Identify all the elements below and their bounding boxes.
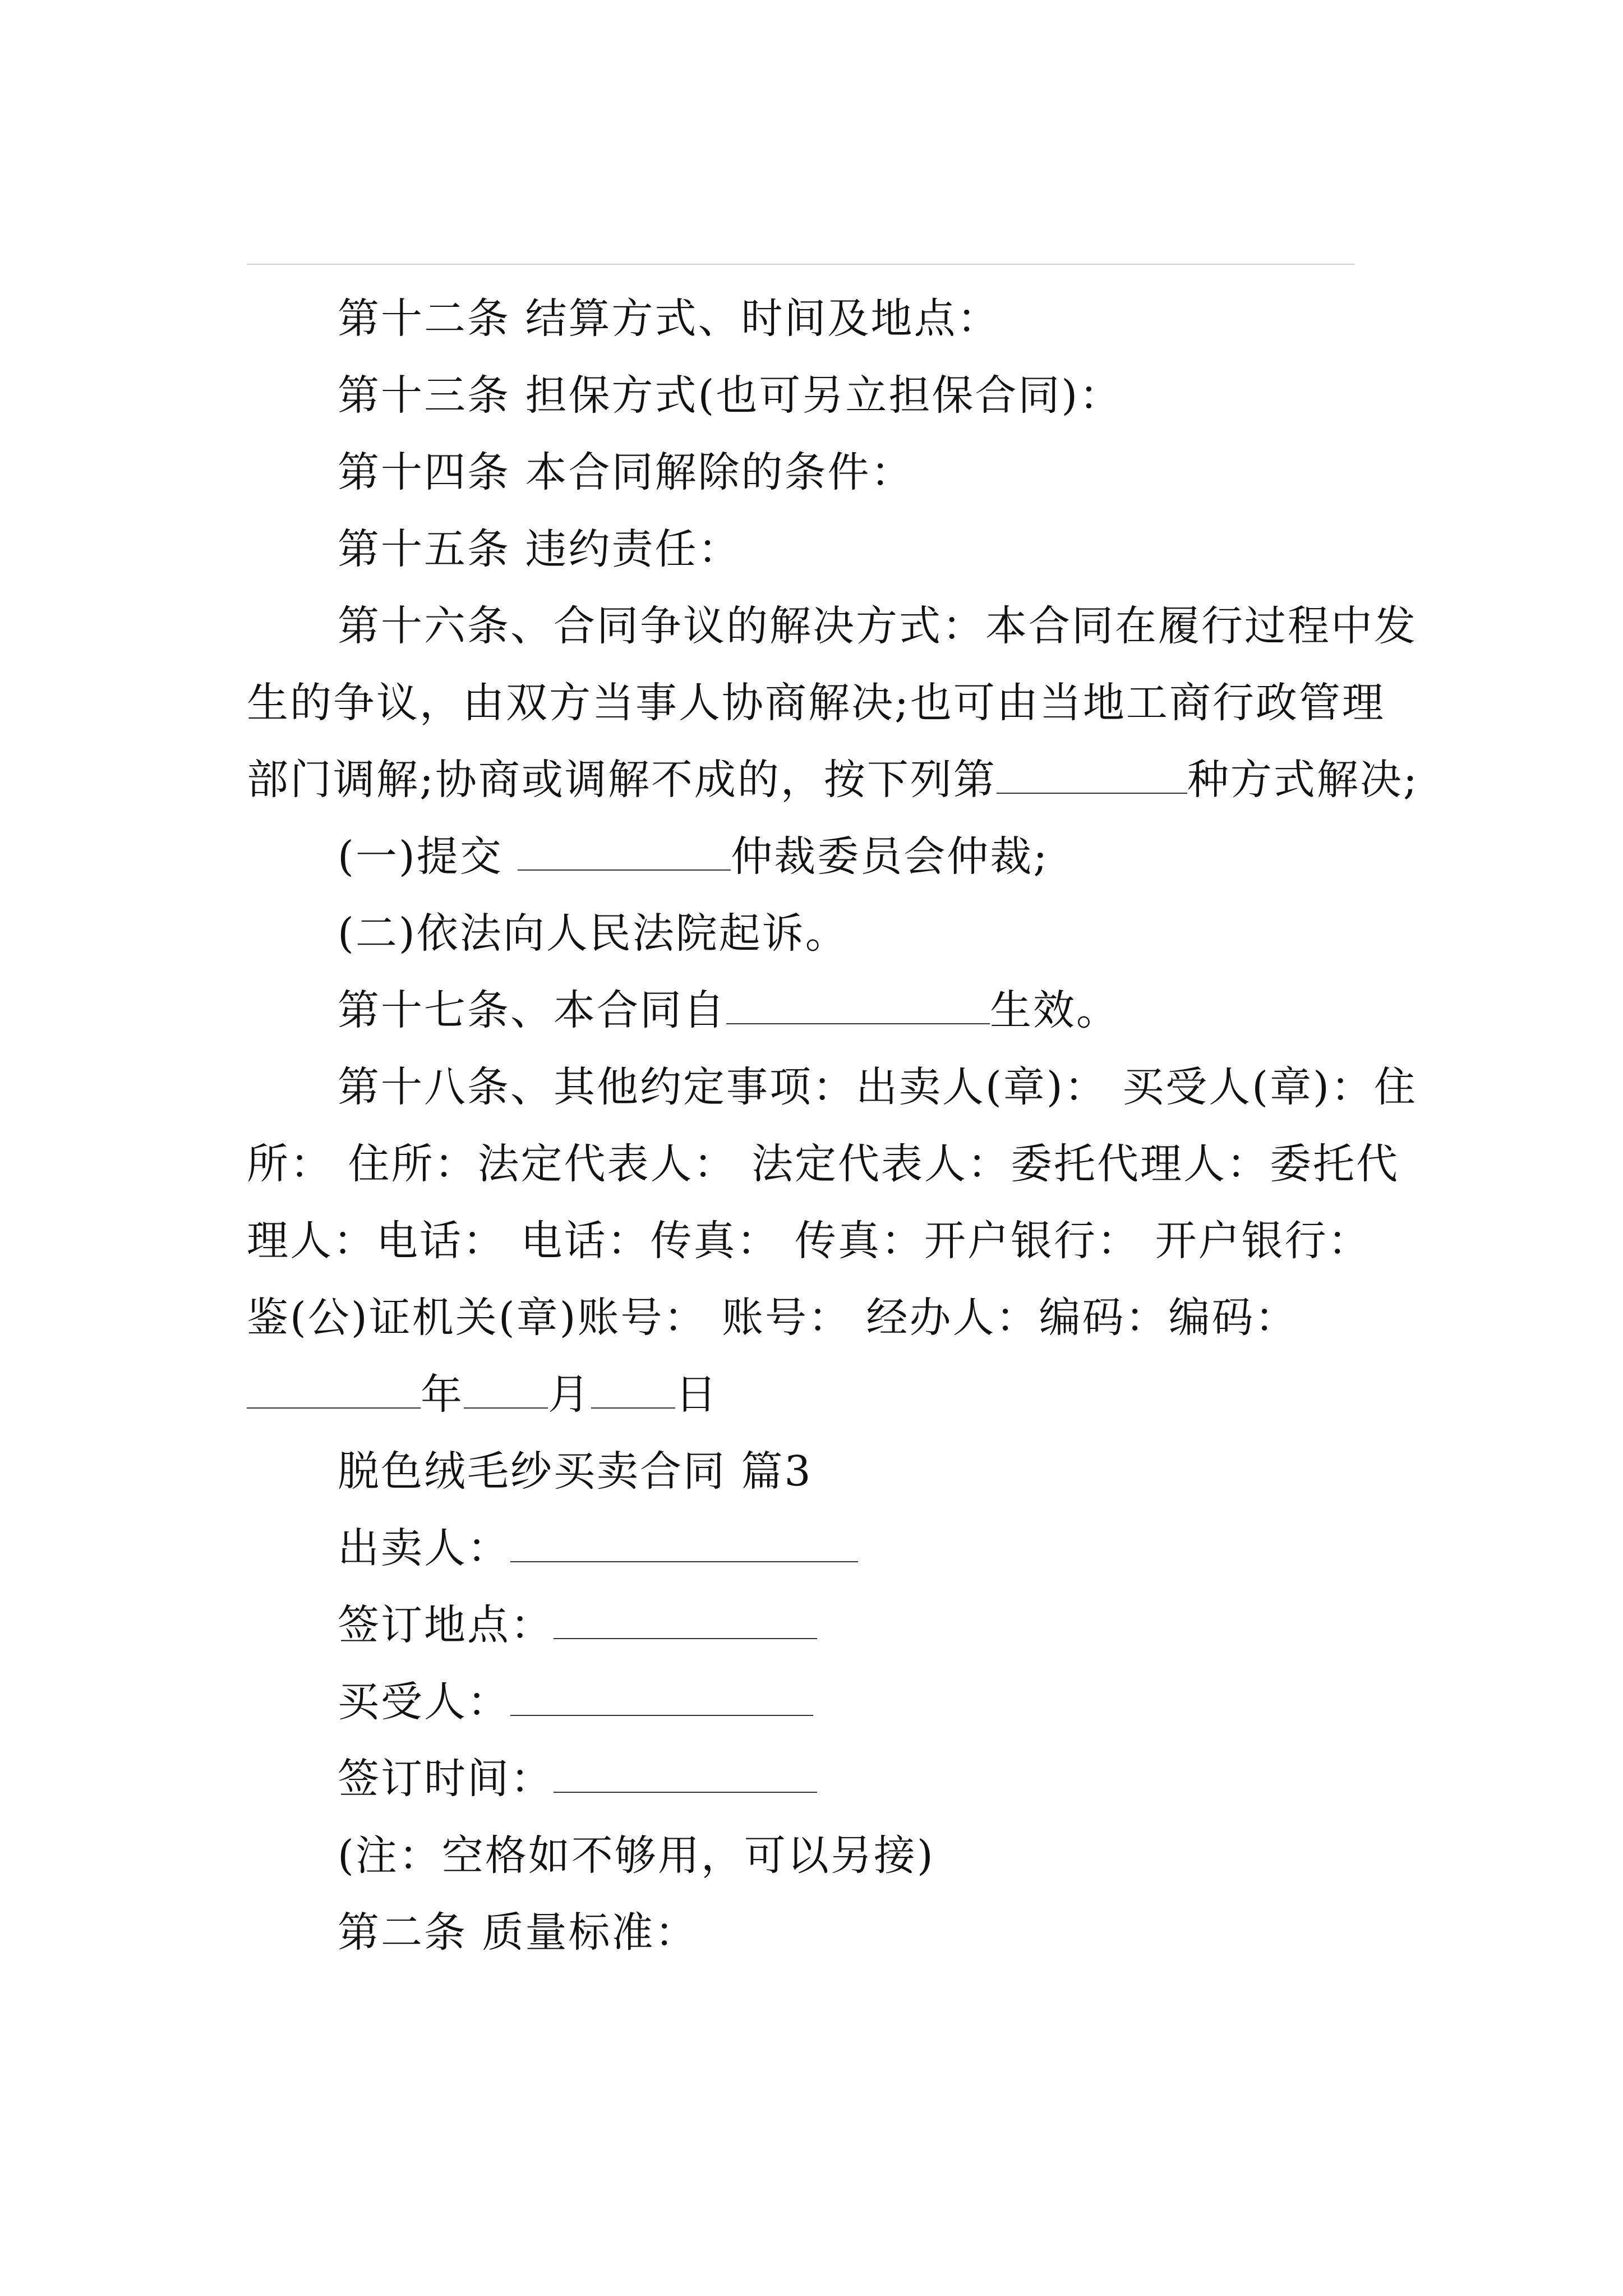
option-1-label: (一)提交	[338, 832, 518, 881]
article-12: 第十二条 结算方式、时间及地点：	[338, 295, 1000, 343]
article-18-text: 第十八条、其他约定事项：出卖人(章)： 买受人(章)：住所： 住所：法定代表人： 法定代表人：委托代理人：委托代理人：电话： 电话：传真： 传真：开户银行： 开户银行： 鉴(公)证机关(章)账号： 账号： 经办人：编码：编码：	[247, 1063, 1418, 1342]
article-18	[247, 1049, 1419, 1433]
day-blank	[591, 1368, 675, 1409]
article-15: 第十五条 违约责任：	[338, 525, 741, 573]
option-1-tail: 仲裁委员会仲裁;	[731, 832, 1049, 881]
article-16-tail: 种方式解决;	[1187, 756, 1419, 804]
article-16-text: 第十六条、合同争议的解决方式：本合同在履行过程中发生的争议，由双方当事人协商解决;也可由当地工商行政管理部门调解;协商或调解不成的，按下列第	[247, 602, 1417, 804]
year-blank	[247, 1368, 421, 1409]
note: (注：空格如不够用，可以另接)	[338, 1832, 935, 1880]
document-body	[247, 280, 1419, 1971]
header-rule	[247, 264, 1355, 265]
section-title: 脱色绒毛纱买卖合同 篇3	[338, 1447, 813, 1496]
time-label: 签订时间：	[338, 1755, 554, 1803]
effective-date-blank	[726, 984, 990, 1024]
year-label: 年	[421, 1370, 464, 1419]
place-blank	[554, 1599, 817, 1639]
article-17-text: 第十七条、本合同自	[338, 986, 726, 1034]
article-17-tail: 生效。	[990, 986, 1119, 1034]
buyer-label: 买受人：	[338, 1678, 510, 1726]
arbitration-committee-blank	[518, 830, 731, 871]
article-14: 第十四条 本合同解除的条件：	[338, 448, 914, 496]
option-litigation: (二)依法向人民法院起诉。	[338, 909, 849, 958]
month-blank	[464, 1368, 548, 1409]
article-17	[247, 972, 1419, 1049]
seller-label: 出卖人：	[338, 1524, 510, 1572]
day-label: 日	[675, 1370, 718, 1419]
time-blank	[554, 1752, 817, 1793]
place-label: 签订地点：	[338, 1601, 554, 1649]
month-label: 月	[548, 1370, 591, 1419]
seller-line	[247, 1510, 1419, 1587]
seller-blank	[510, 1522, 858, 1562]
place-line	[247, 1587, 1419, 1664]
time-line	[247, 1741, 1419, 1818]
option-arbitration	[247, 818, 1419, 895]
article-16	[247, 588, 1419, 818]
buyer-line	[247, 1664, 1419, 1741]
article-2: 第二条 质量标准：	[338, 1908, 698, 1957]
buyer-blank	[510, 1676, 813, 1716]
article-13: 第十三条 担保方式(也可另立担保合同)：	[338, 371, 1123, 420]
dispute-method-blank	[997, 753, 1187, 794]
